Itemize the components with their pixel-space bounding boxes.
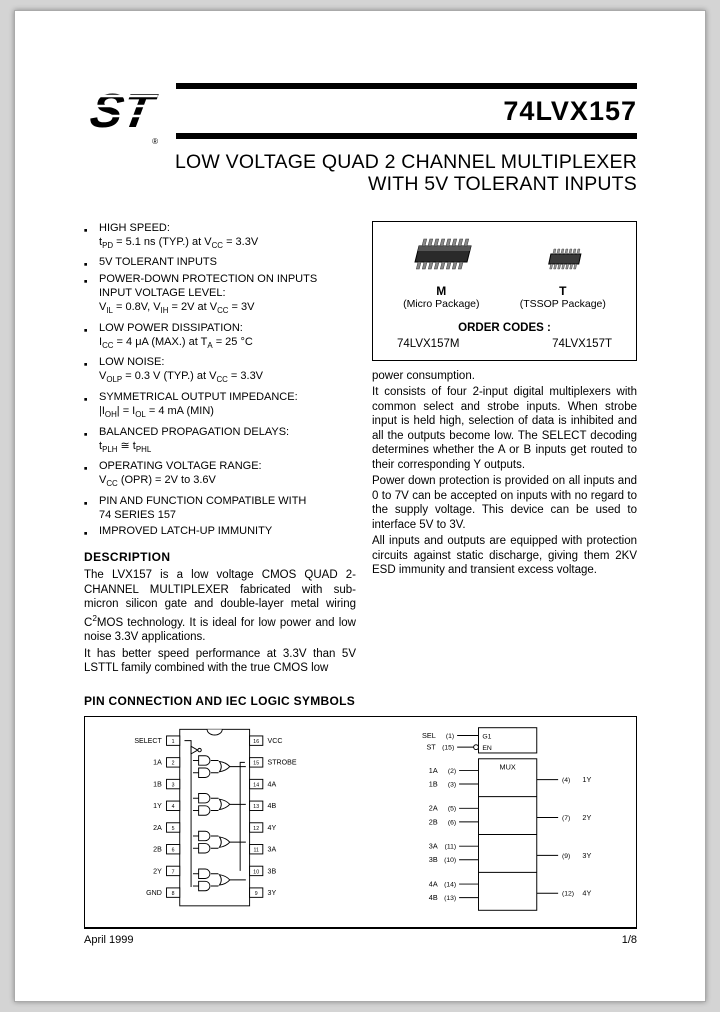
pin-label: 4B (267, 803, 276, 811)
feature-detail-line: 74 SERIES 157 (99, 508, 177, 521)
order-code-m: 74LVX157M (397, 337, 460, 350)
control-pin: (1) (446, 733, 455, 741)
control-inner-label: G1 (482, 733, 492, 741)
description-left-paragraphs (84, 568, 356, 675)
micro-package (403, 234, 479, 310)
footer (84, 928, 637, 946)
header (84, 83, 637, 146)
pin-number: 2 (171, 761, 175, 768)
feature-bullet-icon: ■ (84, 531, 88, 538)
feature-item (84, 321, 356, 353)
footer-date: April 1999 (84, 933, 134, 946)
pin-label: SELECT (134, 738, 162, 746)
pin-label: 2Y (152, 868, 162, 876)
feature-bullet-icon: ■ (84, 396, 88, 403)
feature-item (84, 494, 356, 522)
mux-label: MUX (499, 762, 516, 772)
input-pin: (5) (448, 806, 457, 814)
input-label: 2A (429, 804, 438, 814)
output-label: 4Y (582, 889, 592, 899)
pin-connection-box (84, 716, 637, 928)
micro-package-sublabel: (Micro Package) (403, 297, 480, 310)
output-label: 1Y (582, 775, 592, 785)
feature-item (84, 459, 356, 491)
header-rule-bottom (176, 133, 637, 139)
input-label: 2B (429, 817, 438, 827)
description-paragraph: It consists of four 2-input digital multiplexers with common select and strobe inputs. When strobe input is held high, selection of data is inhibited and all the outputs become low. The SELECT decoding determines whether the A or B inputs get routed to their corresponding Y outputs. (372, 386, 637, 471)
doc-title-line2: WITH 5V TOLERANT INPUTS (368, 172, 637, 195)
feature-title-line: ■ IMPROVED LATCH-UP IMMUNITY (99, 524, 356, 538)
st-logo-graphic (84, 83, 168, 137)
feature-item (84, 255, 356, 269)
tssop-package (520, 244, 606, 310)
pin-number: 15 (253, 761, 259, 768)
output-pin: (12) (562, 891, 575, 899)
pin-number: 13 (253, 804, 259, 811)
feature-bullet-icon: ■ (84, 262, 88, 269)
order-codes-box (372, 221, 637, 361)
feature-bullet-icon: ■ (84, 466, 88, 473)
description-paragraph: It has better speed performance at 3.3V than 5V LSTTL family combined with the true CMOS low (84, 647, 356, 675)
order-codes-title: ORDER CODES : (458, 321, 551, 334)
pin-number: 8 (171, 891, 175, 898)
pin-label: 3A (267, 846, 276, 854)
pin-label: 3Y (267, 890, 276, 898)
feature-title-line: ■ SYMMETRICAL OUTPUT IMPEDANCE: (99, 390, 356, 404)
doc-title (84, 152, 637, 196)
output-pin: (9) (562, 853, 571, 861)
feature-detail-line: $I_{CC} = 4$ μA (MAX.) at $T_A = 25$ °C (99, 335, 253, 350)
feature-title-line: ■ HIGH SPEED: (99, 221, 356, 235)
input-pin: (11) (444, 843, 457, 851)
footer-page-number: 1/8 (621, 933, 637, 946)
right-column (372, 221, 637, 678)
pin-label: 4A (267, 781, 276, 789)
description-paragraph: Power down protection is provided on all inputs and 0 to 7V can be accepted on inputs with no regard to the supply voltage. This device can be used to interface 5V to 3V. (372, 475, 637, 531)
tssop-package-sublabel: (TSSOP Package) (519, 297, 606, 310)
feature-detail-line: $t_{PD} = 5.1$ ns (TYP.) at $V_{CC} = 3.3V$ (99, 235, 259, 250)
pin-number: 12 (253, 826, 259, 833)
doc-title-line1: LOW VOLTAGE QUAD 2 CHANNEL MULTIPLEXER (175, 151, 637, 173)
pin-label: STROBE (267, 760, 297, 768)
tssop-package-label: T (559, 283, 567, 298)
footer-row (84, 934, 637, 946)
feature-item (84, 355, 356, 387)
micro-package-label: M (436, 283, 447, 298)
feature-title-line: ■ LOW POWER DISSIPATION: (99, 321, 356, 335)
control-label: ST (426, 742, 437, 752)
input-label: 3B (429, 855, 438, 865)
feature-bullet-icon: ■ (84, 500, 88, 507)
feature-detail-line: $V_{OLP} = 0.3$ V (TYP.) at $V_{CC} = 3.3V$ (99, 370, 264, 385)
package-row (383, 234, 626, 310)
dip-pin-diagram (101, 718, 351, 925)
control-inner-label: EN (482, 745, 493, 753)
output-pin: (4) (562, 777, 571, 785)
pin-label: 1A (152, 760, 162, 768)
pin-number: 11 (253, 847, 259, 854)
st-logo-text: ST (86, 84, 158, 137)
feature-detail-line: $V_{IL} = 0.8V$, $V_{IH} = 2V$ at $V_{CC} = 3V$ (99, 300, 255, 316)
part-number: 74LVX157 (503, 96, 637, 126)
pin-label: 2B (152, 846, 162, 854)
pin-label: 2A (152, 825, 162, 833)
pin-number: 7 (171, 869, 175, 876)
feature-detail-line: $V_{CC}$ (OPR) = 2V to 3.6V (99, 474, 216, 489)
iec-logic-symbol (370, 718, 620, 925)
input-pin: (14) (444, 881, 457, 889)
input-pin: (3) (448, 781, 457, 789)
input-label: 4B (429, 893, 438, 903)
pin-number: 3 (171, 782, 175, 789)
feature-bullet-icon: ■ (84, 227, 88, 234)
input-pin: (13) (444, 895, 457, 903)
tssop-package-image (539, 244, 587, 274)
pin-label: 1Y (152, 803, 162, 811)
description-paragraph: All inputs and outputs are equipped with protection circuits against static discharge, giving them 2KV ESD immunity and transient excess voltage. (372, 535, 637, 577)
so16-package-image (404, 234, 478, 274)
iec-diagram-svg (370, 718, 620, 920)
pin-section-heading: PIN CONNECTION AND IEC LOGIC SYMBOLS (84, 693, 356, 708)
input-label: 1B (429, 779, 438, 789)
main-content (84, 221, 637, 678)
pin-number: 5 (171, 826, 175, 833)
input-label: 3A (429, 841, 438, 851)
feature-detail-line: $t_{PLH}$ ≅ $t_{PHL}$ (99, 439, 152, 454)
left-column (84, 221, 356, 678)
pin-label: 3B (267, 868, 276, 876)
feature-bullet-icon: ■ (84, 362, 88, 369)
order-code-t: 74LVX157T (552, 337, 612, 350)
description-right-paragraphs (372, 369, 637, 578)
feature-bullet-icon: ■ (84, 278, 88, 285)
description-heading: DESCRIPTION (84, 550, 171, 565)
order-codes-values (383, 334, 626, 352)
pin-number: 4 (171, 804, 175, 811)
feature-bullet-icon: ■ (84, 327, 88, 334)
pin-label: 4Y (267, 825, 276, 833)
header-right (176, 83, 637, 139)
pin-number: 14 (253, 782, 259, 789)
feature-title-line: ■ LOW NOISE: (99, 355, 356, 369)
st-logo (84, 83, 176, 146)
feature-item (84, 425, 356, 457)
pin-label: VCC (267, 738, 283, 746)
pin-number: 1 (171, 739, 175, 746)
input-label: 4A (429, 879, 438, 889)
feature-title-line: ■ PIN AND FUNCTION COMPATIBLE WITH (99, 494, 356, 508)
pin-number: 9 (254, 891, 258, 898)
input-label: 1A (429, 766, 438, 776)
feature-item (84, 272, 356, 318)
features-list (84, 221, 356, 539)
feature-detail-line: INPUT VOLTAGE LEVEL: (99, 286, 226, 299)
feature-item (84, 390, 356, 422)
output-label: 3Y (582, 851, 592, 861)
feature-title-line: ■ OPERATING VOLTAGE RANGE: (99, 459, 356, 473)
control-pin: (15) (442, 744, 455, 752)
pin-label: GND (145, 890, 162, 898)
input-pin: (2) (448, 768, 457, 776)
output-pin: (7) (562, 815, 571, 823)
pin-number: 10 (253, 869, 259, 876)
dip-diagram-svg (101, 718, 351, 920)
description-paragraph: power consumption. (372, 369, 475, 382)
input-pin: (10) (444, 857, 457, 865)
registered-mark: ® (152, 137, 158, 146)
pin-label: 1B (152, 781, 162, 789)
output-label: 2Y (582, 813, 592, 823)
feature-item (84, 524, 356, 538)
datasheet-page (14, 10, 706, 1002)
footer-rule (84, 928, 637, 929)
input-pin: (6) (448, 819, 457, 827)
feature-bullet-icon: ■ (84, 431, 88, 438)
pin-number: 6 (171, 847, 175, 854)
feature-detail-line: $|I_{OH}| = I_{OL} = 4$ mA (MIN) (99, 404, 214, 420)
feature-title-line: ■ POWER-DOWN PROTECTION ON INPUTS (99, 272, 356, 286)
description-paragraph: The LVX157 is a low voltage CMOS QUAD 2-CHANNEL MULTIPLEXER fabricated with sub-micron silicon gate and double-layer metal wiring $C^2MOS$ technology. It is ideal for low power and low noise 3.3V applications. (84, 569, 356, 644)
control-label: SEL (422, 731, 437, 741)
feature-item (84, 221, 356, 253)
feature-title-line: ■ 5V TOLERANT INPUTS (99, 255, 356, 269)
pin-number: 16 (253, 739, 259, 746)
feature-title-line: ■ BALANCED PROPAGATION DELAYS: (99, 425, 356, 439)
